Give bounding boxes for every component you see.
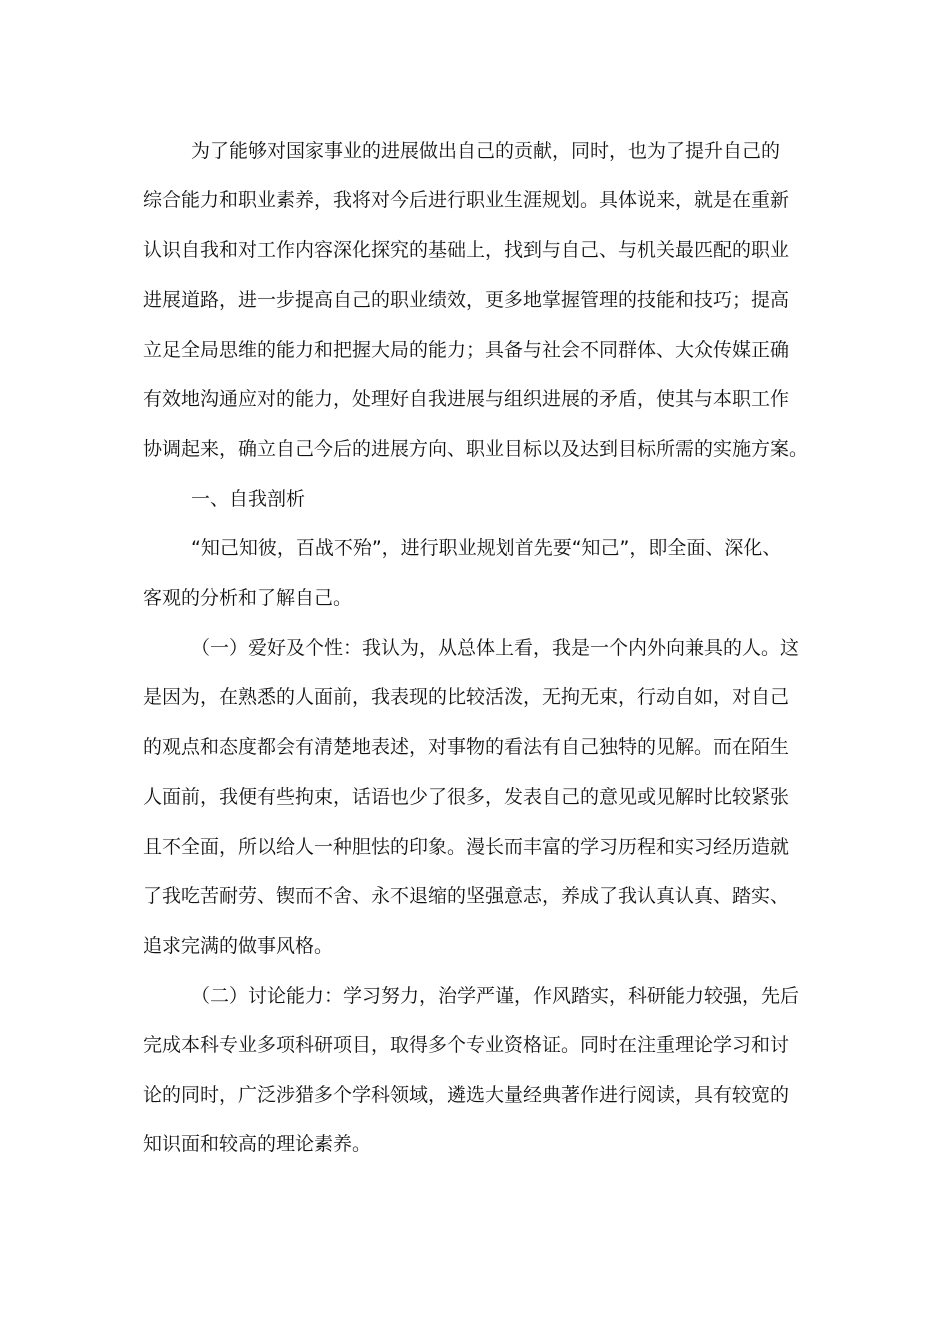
- text-line: 且不全面，所以给人一种胆怯的印象。漫长而丰富的学习历程和实习经历造就: [143, 836, 790, 858]
- text-line: 认识自我和对工作内容深化探究的基础上，找到与自己、与机关最匹配的职业: [143, 239, 790, 261]
- text-line: 追求完满的做事风格。: [143, 935, 334, 957]
- text-line: 综合能力和职业素养，我将对今后进行职业生涯规划。具体说来，就是在重新: [143, 189, 790, 211]
- text-line: 是因为，在熟悉的人面前，我表现的比较活泼，无拘无束，行动自如，对自己: [143, 686, 790, 708]
- text-line: “知己知彼，百战不殆”，进行职业规划首先要“知己”，即全面、深化、: [191, 537, 782, 559]
- text-line: 有效地沟通应对的能力，处理好自我进展与组织进展的矛盾，使其与本职工作: [143, 388, 790, 410]
- text-line: 知识面和较高的理论素养。: [143, 1133, 372, 1155]
- text-line: 立足全局思维的能力和把握大局的能力；具备与社会不同群体、大众传媒正确: [143, 339, 790, 361]
- text-line: 客观的分析和了解自己。: [143, 587, 353, 609]
- text-line: 人面前，我便有些拘束，话语也少了很多，发表自己的意见或见解时比较紧张: [143, 786, 790, 808]
- text-line: 论的同时，广泛涉猎多个学科领域，遴选大量经典著作进行阅读，具有较宽的: [143, 1084, 790, 1106]
- text-line: （二）讨论能力：学习努力，治学严谨，作风踏实，科研能力较强，先后: [191, 985, 800, 1007]
- text-line: 完成本科专业多项科研项目，取得多个专业资格证。同时在注重理论学习和讨: [143, 1034, 790, 1056]
- text-line: 为了能够对国家事业的进展做出自己的贡献，同时，也为了提升自己的: [191, 140, 781, 162]
- text-line: 进展道路，进一步提高自己的职业绩效，更多地掌握管理的技能和技巧；提高: [143, 289, 790, 311]
- text-line: （一）爱好及个性：我认为，从总体上看，我是一个内外向兼具的人。这: [191, 637, 800, 659]
- text-line: 了我吃苦耐劳、锲而不舍、永不退缩的坚强意志，养成了我认真认真、踏实、: [143, 885, 790, 907]
- text-line: 协调起来，确立自己今后的进展方向、职业目标以及达到目标所需的实施方案。: [143, 438, 809, 460]
- text-line: 的观点和态度都会有清楚地表述，对事物的看法有自己独特的见解。而在陌生: [143, 736, 790, 758]
- section-heading: 一、自我剖析: [191, 488, 306, 510]
